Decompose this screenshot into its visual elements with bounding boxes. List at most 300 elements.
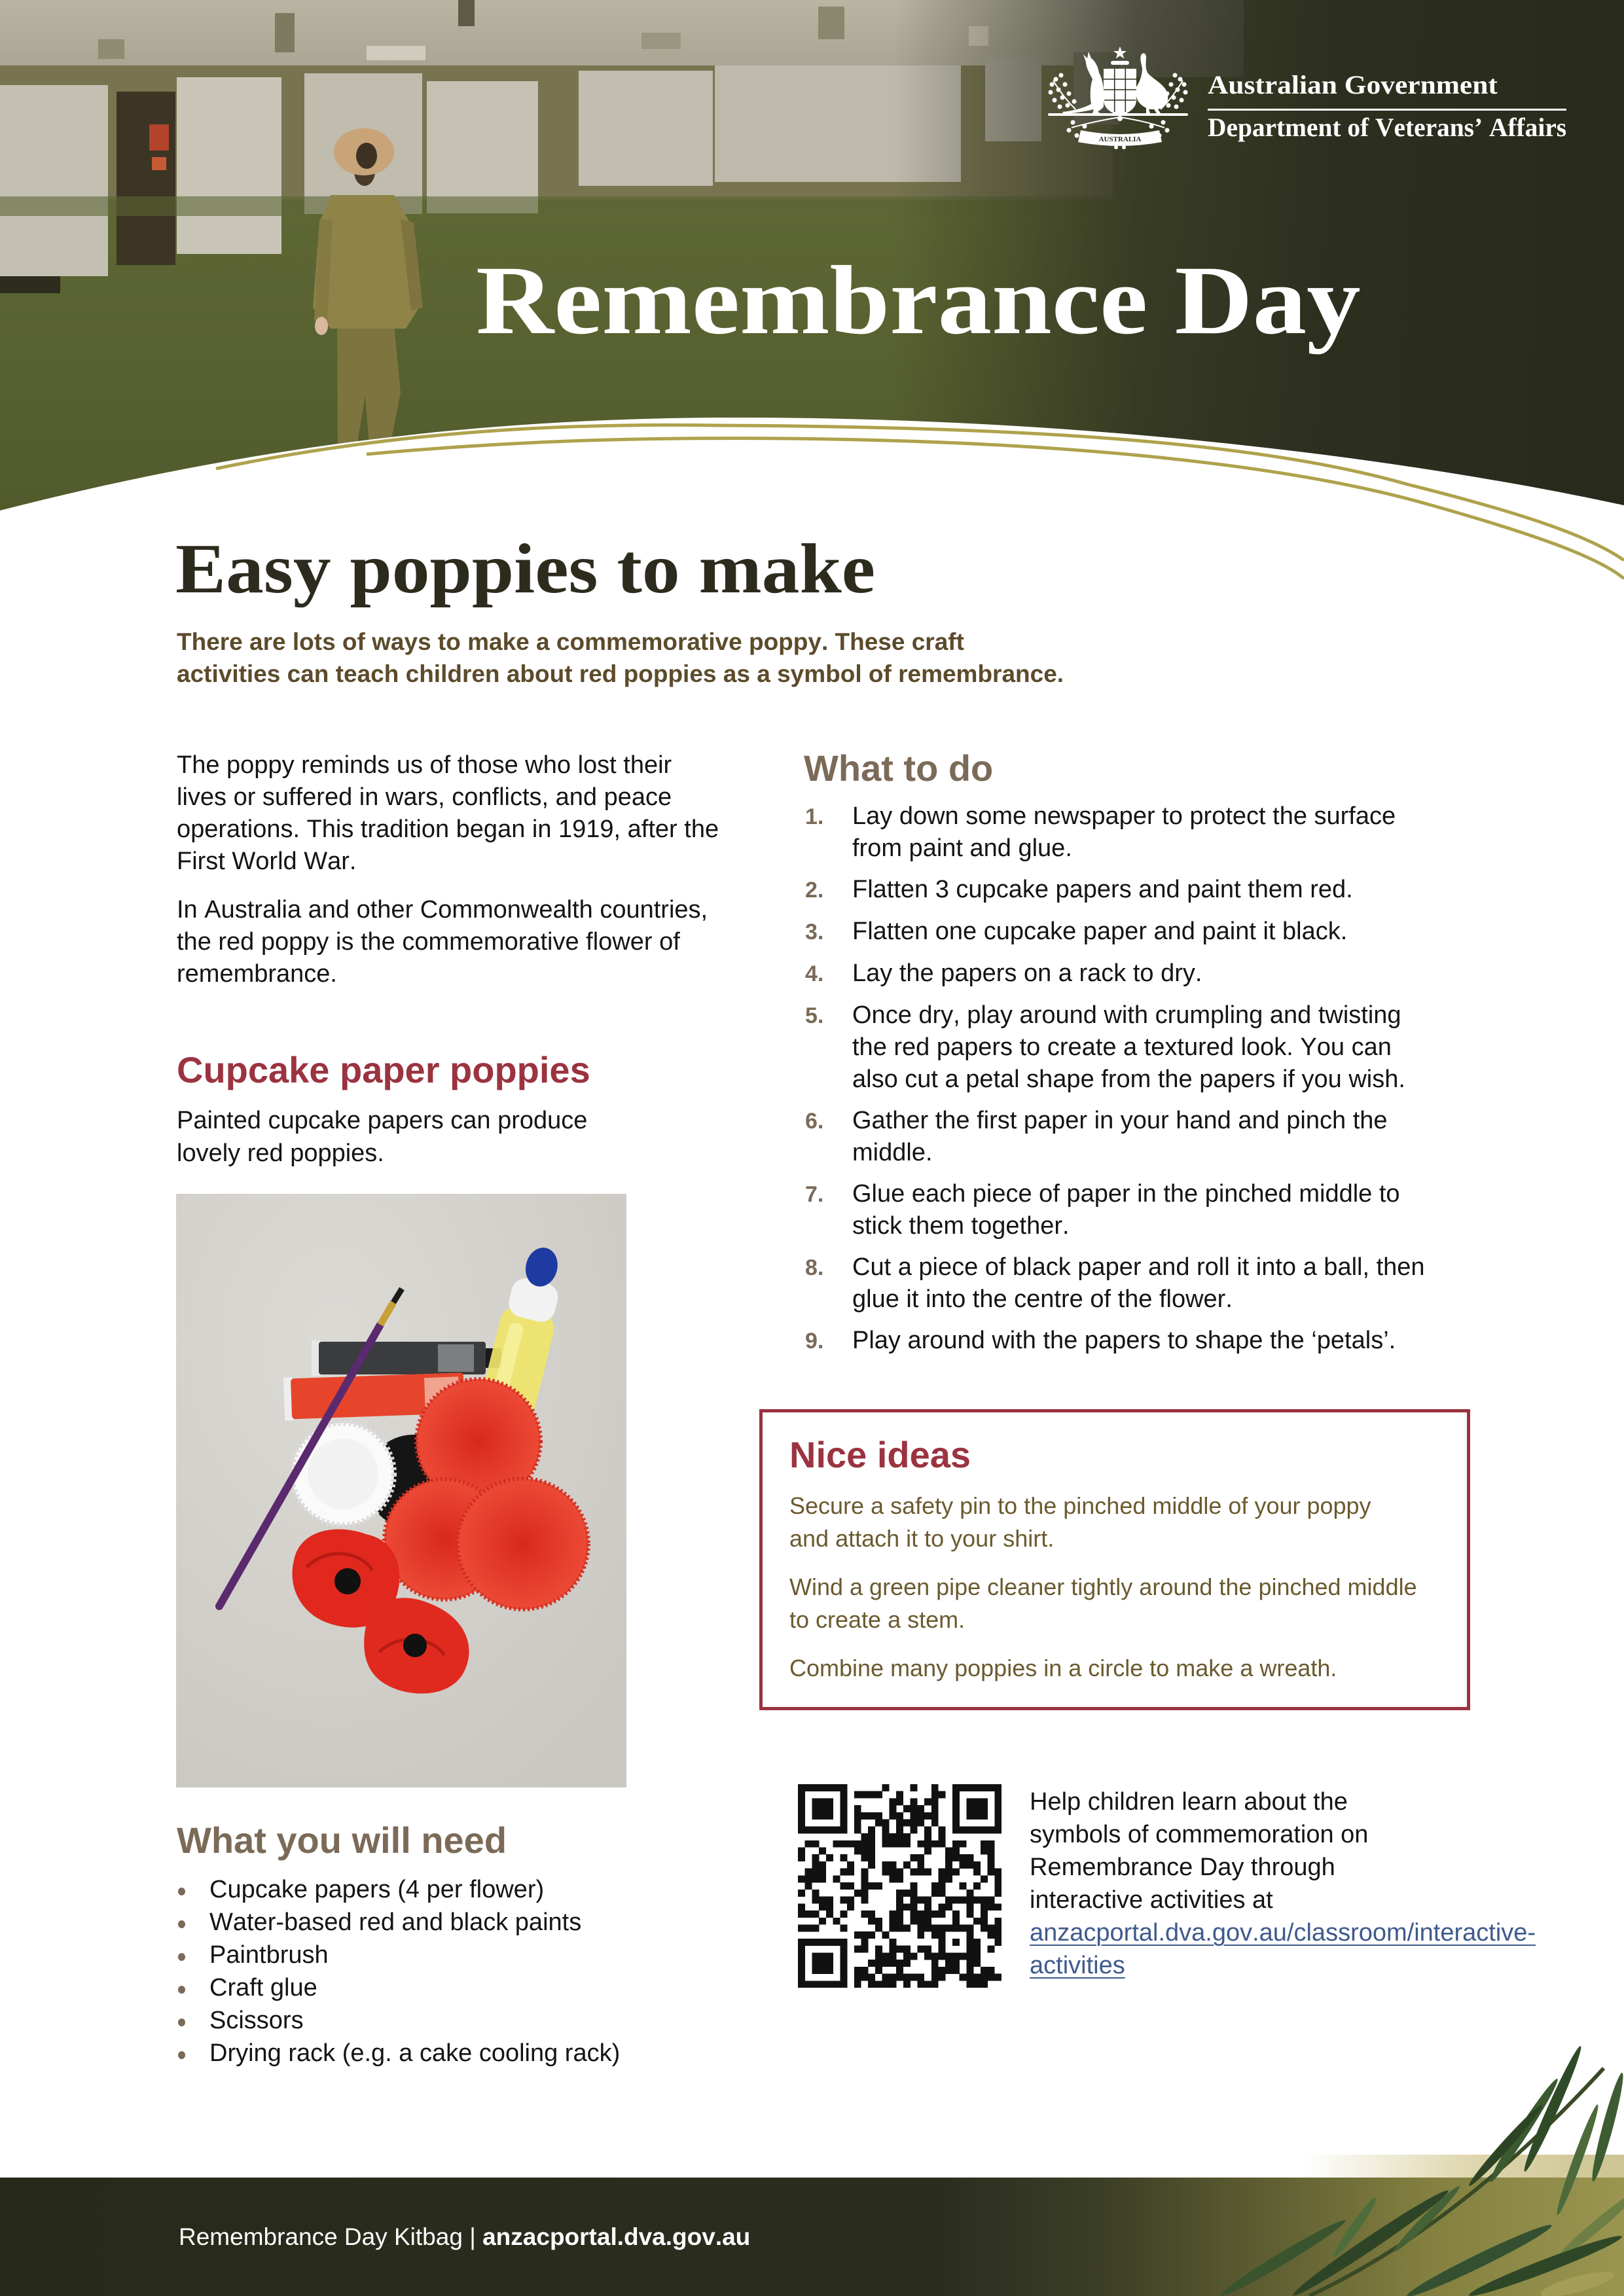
qr-module (945, 1875, 952, 1882)
qr-module (952, 1805, 960, 1812)
qr-module (882, 1820, 890, 1827)
qr-module (854, 1840, 861, 1848)
qr-module (952, 1840, 960, 1848)
crest-torse (1111, 61, 1129, 65)
bullet-icon (178, 1953, 185, 1961)
qr-module (861, 1946, 869, 1953)
qr-module (833, 1918, 840, 1925)
qr-module (812, 1875, 819, 1882)
qr-module (889, 1812, 896, 1820)
qr-module (952, 1939, 960, 1946)
qr-module (931, 1820, 939, 1827)
qr-module (805, 1784, 812, 1791)
qr-module (973, 1918, 981, 1925)
qr-module (861, 1848, 869, 1855)
qr-module (805, 1924, 812, 1931)
qr-module (931, 1960, 939, 1967)
qr-module (981, 1924, 988, 1931)
qr-module (952, 1812, 960, 1820)
rosemary-leaf (1467, 2231, 1624, 2296)
qr-module (938, 1974, 945, 1981)
qr-module (952, 1924, 960, 1931)
needs-item-text: Craft glue (209, 1974, 317, 2001)
qr-module (981, 1784, 988, 1791)
shield-icon (1104, 69, 1136, 116)
qr-module (812, 1981, 819, 1988)
qr-module (945, 1897, 952, 1904)
steps-list (805, 800, 1434, 1367)
qr-module (973, 1974, 981, 1981)
qr-module (805, 1910, 812, 1918)
qr-module (917, 1840, 924, 1848)
qr-module (847, 1861, 854, 1869)
qr-module (994, 1931, 1001, 1939)
qr-module (952, 1952, 960, 1960)
qr-module (868, 1840, 875, 1848)
qr-module (911, 1798, 918, 1805)
qr-module (917, 1897, 924, 1904)
qr-module (931, 1952, 939, 1960)
qr-module (966, 1946, 973, 1953)
qr-module (952, 1854, 960, 1861)
qr-module (931, 1882, 939, 1890)
about-paragraph: The poppy reminds us of those who lost their lives or suffered in wars, conflicts, and peace operations. This tradition began in 1919, after the First World War. (177, 751, 719, 875)
qr-module (826, 1939, 833, 1946)
bullet-icon (178, 2018, 185, 2026)
qr-module (826, 1897, 833, 1904)
qr-module (973, 1805, 981, 1812)
qr-module (819, 1967, 826, 1974)
qr-module (988, 1840, 995, 1848)
qr-module (812, 1798, 819, 1805)
qr-module (917, 1931, 924, 1939)
qr-module (938, 1875, 945, 1882)
qr-module (945, 1869, 952, 1876)
qr-module (931, 1924, 939, 1931)
qr-module (861, 1869, 869, 1876)
qr-module (917, 1861, 924, 1869)
qr-module (973, 1981, 981, 1988)
qr-module (889, 1798, 896, 1805)
qr-module (938, 1890, 945, 1897)
qr-module (819, 1960, 826, 1967)
qr-module (896, 1890, 903, 1897)
nice-ideas-box (759, 1409, 1470, 1710)
qr-module (945, 1854, 952, 1861)
rosemary-leaf (1218, 2215, 1348, 2296)
step-item (805, 916, 1434, 948)
qr-module (931, 1784, 939, 1791)
qr-module (875, 1960, 882, 1967)
qr-module (819, 1939, 826, 1946)
step-item (805, 1105, 1434, 1169)
qr-module (952, 1826, 960, 1833)
qr-module (981, 1981, 988, 1988)
qr-module (981, 1974, 988, 1981)
step-number: 9. (805, 1329, 824, 1354)
qr-module (840, 1967, 847, 1974)
qr-module (924, 1903, 931, 1910)
qr-module (798, 1924, 805, 1931)
qr-module (917, 1869, 924, 1876)
footer-separator: | (469, 2223, 476, 2250)
qr-module (854, 1946, 861, 1953)
qr-module (840, 1952, 847, 1960)
qr-module (861, 1854, 869, 1861)
qr-module (896, 1974, 903, 1981)
qr-module (847, 1882, 854, 1890)
qr-module (798, 1805, 805, 1812)
qr-module (981, 1805, 988, 1812)
idea-item: Wind a green pipe cleaner tightly around the pinched middle to create a stem. (789, 1573, 1417, 1633)
qr-module (973, 1826, 981, 1833)
step-item (805, 1325, 1434, 1357)
qr-module (889, 1840, 896, 1848)
qr-module (798, 1798, 805, 1805)
page-heading: Easy poppies to make (175, 530, 876, 608)
qr-module (917, 1924, 924, 1931)
qr-module (812, 1967, 819, 1974)
qr-module (903, 1946, 911, 1953)
intro-subtitle: There are lots of ways to make a commemorative poppy. These craft activities can teach children about red poppies as a symbol of remembrance. (177, 628, 1064, 687)
qr-module (868, 1861, 875, 1869)
emu-icon (1136, 53, 1168, 113)
qr-module (798, 1946, 805, 1953)
qr-module (960, 1897, 967, 1904)
qr-module (882, 1826, 890, 1833)
bullet-icon (178, 1888, 185, 1895)
qr-module (896, 1924, 903, 1931)
step-text: Glue each piece of paper in the pinched middle to stick them together. (852, 1180, 1400, 1240)
footer-kitbag-label: Remembrance Day Kitbag (179, 2223, 463, 2250)
qr-module (960, 1854, 967, 1861)
qr-module (861, 1939, 869, 1946)
qr-module (798, 1820, 805, 1827)
qr-module (805, 1939, 812, 1946)
qr-module (994, 1875, 1001, 1882)
qr-module (805, 1882, 812, 1890)
needs-heading: What you will need (177, 1820, 507, 1861)
qr-module (903, 1952, 911, 1960)
step-text: Cut a piece of black paper and roll it into a ball, then glue it into the centre of the flower. (852, 1253, 1425, 1313)
qr-module (938, 1924, 945, 1931)
qr-module (924, 1826, 931, 1833)
qr-module (826, 1903, 833, 1910)
qr-module (994, 1826, 1001, 1833)
qr-module (798, 1875, 805, 1882)
qr-module (826, 1805, 833, 1812)
qr-module (981, 1903, 988, 1910)
qr-module (966, 1826, 973, 1833)
qr-module (917, 1854, 924, 1861)
qr-module (896, 1820, 903, 1827)
qr-module (911, 1826, 918, 1833)
qr-module (994, 1903, 1001, 1910)
soldier-hat-crown (356, 143, 377, 169)
ideas-list (789, 1490, 1431, 1700)
step-number: 1. (805, 804, 824, 829)
qr-module (966, 1974, 973, 1981)
qr-module (973, 1946, 981, 1953)
qr-module (812, 1910, 819, 1918)
qr-module (988, 1826, 995, 1833)
rosemary-sprig-decoration (1211, 2029, 1624, 2296)
qr-module (924, 1848, 931, 1855)
footer-text (179, 2225, 750, 2249)
qr-module (981, 1967, 988, 1974)
qr-module (966, 1939, 973, 1946)
needs-item-text: Cupcake papers (4 per flower) (209, 1876, 545, 1903)
qr-module (966, 1981, 973, 1988)
qr-module (903, 1890, 911, 1897)
qr-module (798, 1848, 805, 1855)
qr-module (854, 1967, 861, 1974)
steps-heading: What to do (804, 747, 994, 789)
qr-module (911, 1812, 918, 1820)
wattle-spray-left (1049, 73, 1077, 109)
qr-module (896, 1840, 903, 1848)
qr-module (973, 1798, 981, 1805)
qr-module (911, 1854, 918, 1861)
qr-module (805, 1840, 812, 1848)
black-paint-tube (312, 1340, 501, 1376)
qr-module (798, 1967, 805, 1974)
qr-module (798, 1826, 805, 1833)
qr-module (945, 1848, 952, 1855)
qr-module (812, 1869, 819, 1876)
needs-item (177, 2037, 620, 2070)
about-section (177, 749, 724, 1007)
qr-module (889, 1974, 896, 1981)
step-number: 8. (805, 1255, 824, 1280)
qr-module (973, 1812, 981, 1820)
qr-module (903, 1903, 911, 1910)
qr-module (861, 1967, 869, 1974)
qr-module (911, 1974, 918, 1981)
qr-module (798, 1981, 805, 1988)
qr-module (868, 1974, 875, 1981)
qr-module (868, 1791, 875, 1799)
qr-module (840, 1840, 847, 1848)
qr-module (988, 1848, 995, 1855)
qr-module (889, 1805, 896, 1812)
qr-module (917, 1820, 924, 1827)
qr-module (981, 1826, 988, 1833)
qr-module (952, 1910, 960, 1918)
qr-module (840, 1869, 847, 1876)
qr-module (826, 1960, 833, 1967)
qr-module (812, 1952, 819, 1960)
needs-item-text: Water-based red and black paints (209, 1909, 582, 1936)
qr-module (819, 1875, 826, 1882)
qr-module (973, 1861, 981, 1869)
qr-module (960, 1840, 967, 1848)
qr-module (889, 1833, 896, 1840)
qr-module (911, 1897, 918, 1904)
qr-module (819, 1952, 826, 1960)
qr-module (973, 1784, 981, 1791)
qr-module (931, 1910, 939, 1918)
needs-item (177, 2004, 620, 2037)
qr-module (931, 1974, 939, 1981)
qr-module (840, 1960, 847, 1967)
qr-module (938, 1910, 945, 1918)
qr-module (924, 1952, 931, 1960)
needs-item (177, 1906, 620, 1939)
qr-module (868, 1981, 875, 1988)
qr-module (826, 1967, 833, 1974)
qr-module (854, 1812, 861, 1820)
qr-module (798, 1974, 805, 1981)
qr-module (812, 1861, 819, 1869)
step-item (805, 1178, 1434, 1242)
qr-module (812, 1826, 819, 1833)
qr-module (896, 1826, 903, 1833)
qr-module (924, 1840, 931, 1848)
qr-module (819, 1897, 826, 1904)
qr-module (819, 1861, 826, 1869)
qr-module (812, 1812, 819, 1820)
qr-module (868, 1826, 875, 1833)
qr-module (861, 1974, 869, 1981)
qr-module (952, 1784, 960, 1791)
qr-module (875, 1812, 882, 1820)
qr-module (840, 1798, 847, 1805)
qr-module (988, 1946, 995, 1953)
qr-module (917, 1805, 924, 1812)
needs-item (177, 1873, 620, 1906)
qr-module (911, 1910, 918, 1918)
qr-module (924, 1924, 931, 1931)
step-number: 7. (805, 1182, 824, 1207)
footer-website-link[interactable]: anzacportal.dva.gov.au (482, 2223, 751, 2250)
qr-module (994, 1791, 1001, 1799)
qr-module (826, 1981, 833, 1988)
qr-module (840, 1812, 847, 1820)
qr-module (861, 1791, 869, 1799)
qr-module (966, 1798, 973, 1805)
qr-module (981, 1897, 988, 1904)
qr-module (931, 1805, 939, 1812)
qr-module (889, 1981, 896, 1988)
qr-module (840, 1854, 847, 1861)
qr-module (988, 1869, 995, 1876)
qr-module (938, 1833, 945, 1840)
qr-module (994, 1869, 1001, 1876)
qr-module (903, 1833, 911, 1840)
qr-module (826, 1784, 833, 1791)
qr-module (994, 1805, 1001, 1812)
qr-module (812, 1960, 819, 1967)
qr-module (805, 1826, 812, 1833)
qr-module (840, 1924, 847, 1931)
qr-module (966, 1910, 973, 1918)
qr-module (924, 1869, 931, 1876)
qr-module (994, 1924, 1001, 1931)
step-text: Once dry, play around with crumpling and twisting the red papers to create a textured look. You can also cut a petal shape from the papers if you wish. (852, 1001, 1405, 1093)
qr-module (966, 1960, 973, 1967)
qr-module (988, 1897, 995, 1904)
qr-module (924, 1946, 931, 1953)
qr-module (861, 1897, 869, 1904)
qr-module (812, 1939, 819, 1946)
star-icon (1113, 46, 1127, 59)
qr-module (931, 1967, 939, 1974)
qr-module (805, 1875, 812, 1882)
qr-module (840, 1791, 847, 1799)
qr-module (882, 1861, 890, 1869)
qr-module (981, 1848, 988, 1855)
ideas-heading: Nice ideas (789, 1434, 971, 1475)
qr-module (840, 1882, 847, 1890)
qr-module (952, 1848, 960, 1855)
banner-title: Remembrance Day (476, 246, 1361, 355)
qr-module (911, 1952, 918, 1960)
qr-module (988, 1931, 995, 1939)
qr-module (798, 1939, 805, 1946)
qr-module (903, 1974, 911, 1981)
qr-module (798, 1952, 805, 1960)
qr-module (938, 1882, 945, 1890)
qr-module (868, 1931, 875, 1939)
qr-module (896, 1897, 903, 1904)
qr-module (875, 1981, 882, 1988)
qr-module (896, 1798, 903, 1805)
qr-module (973, 1939, 981, 1946)
qr-module (952, 1869, 960, 1876)
qr-module (988, 1974, 995, 1981)
qr-module (805, 1981, 812, 1988)
qr-module (812, 1784, 819, 1791)
qr-module (819, 1869, 826, 1876)
qr-module (812, 1924, 819, 1931)
qr-module (924, 1910, 931, 1918)
qr-module (994, 1918, 1001, 1925)
qr-module (931, 1931, 939, 1939)
qr-module (988, 1861, 995, 1869)
qr-module (889, 1924, 896, 1931)
qr-module (819, 1805, 826, 1812)
qr-module (840, 1910, 847, 1918)
qr-module (812, 1840, 819, 1848)
qr-module (994, 1820, 1001, 1827)
qr-module (938, 1791, 945, 1799)
qr-module (868, 1918, 875, 1925)
qr-module (911, 1903, 918, 1910)
qr-module (981, 1918, 988, 1925)
interactive-activities-link[interactable]: anzacportal.dva.gov.au/classroom/interactive-activities (1030, 1919, 1536, 1979)
qr-module (994, 1798, 1001, 1805)
qr-module (924, 1833, 931, 1840)
qr-module (896, 1903, 903, 1910)
step-number: 3. (805, 920, 824, 944)
qr-module (826, 1798, 833, 1805)
qr-module (798, 1791, 805, 1799)
qr-module (840, 1939, 847, 1946)
step-item (805, 999, 1434, 1096)
logo-department-name: Department of Veterans’ Affairs (1208, 113, 1567, 142)
qr-module (981, 1910, 988, 1918)
qr-module (924, 1812, 931, 1820)
qr-module (889, 1861, 896, 1869)
qr-module (960, 1952, 967, 1960)
qr-module (911, 1784, 918, 1791)
bullet-icon (178, 1986, 185, 1994)
qr-module (896, 1946, 903, 1953)
qr-module (917, 1974, 924, 1981)
qr-module (945, 1861, 952, 1869)
qr-module (882, 1833, 890, 1840)
